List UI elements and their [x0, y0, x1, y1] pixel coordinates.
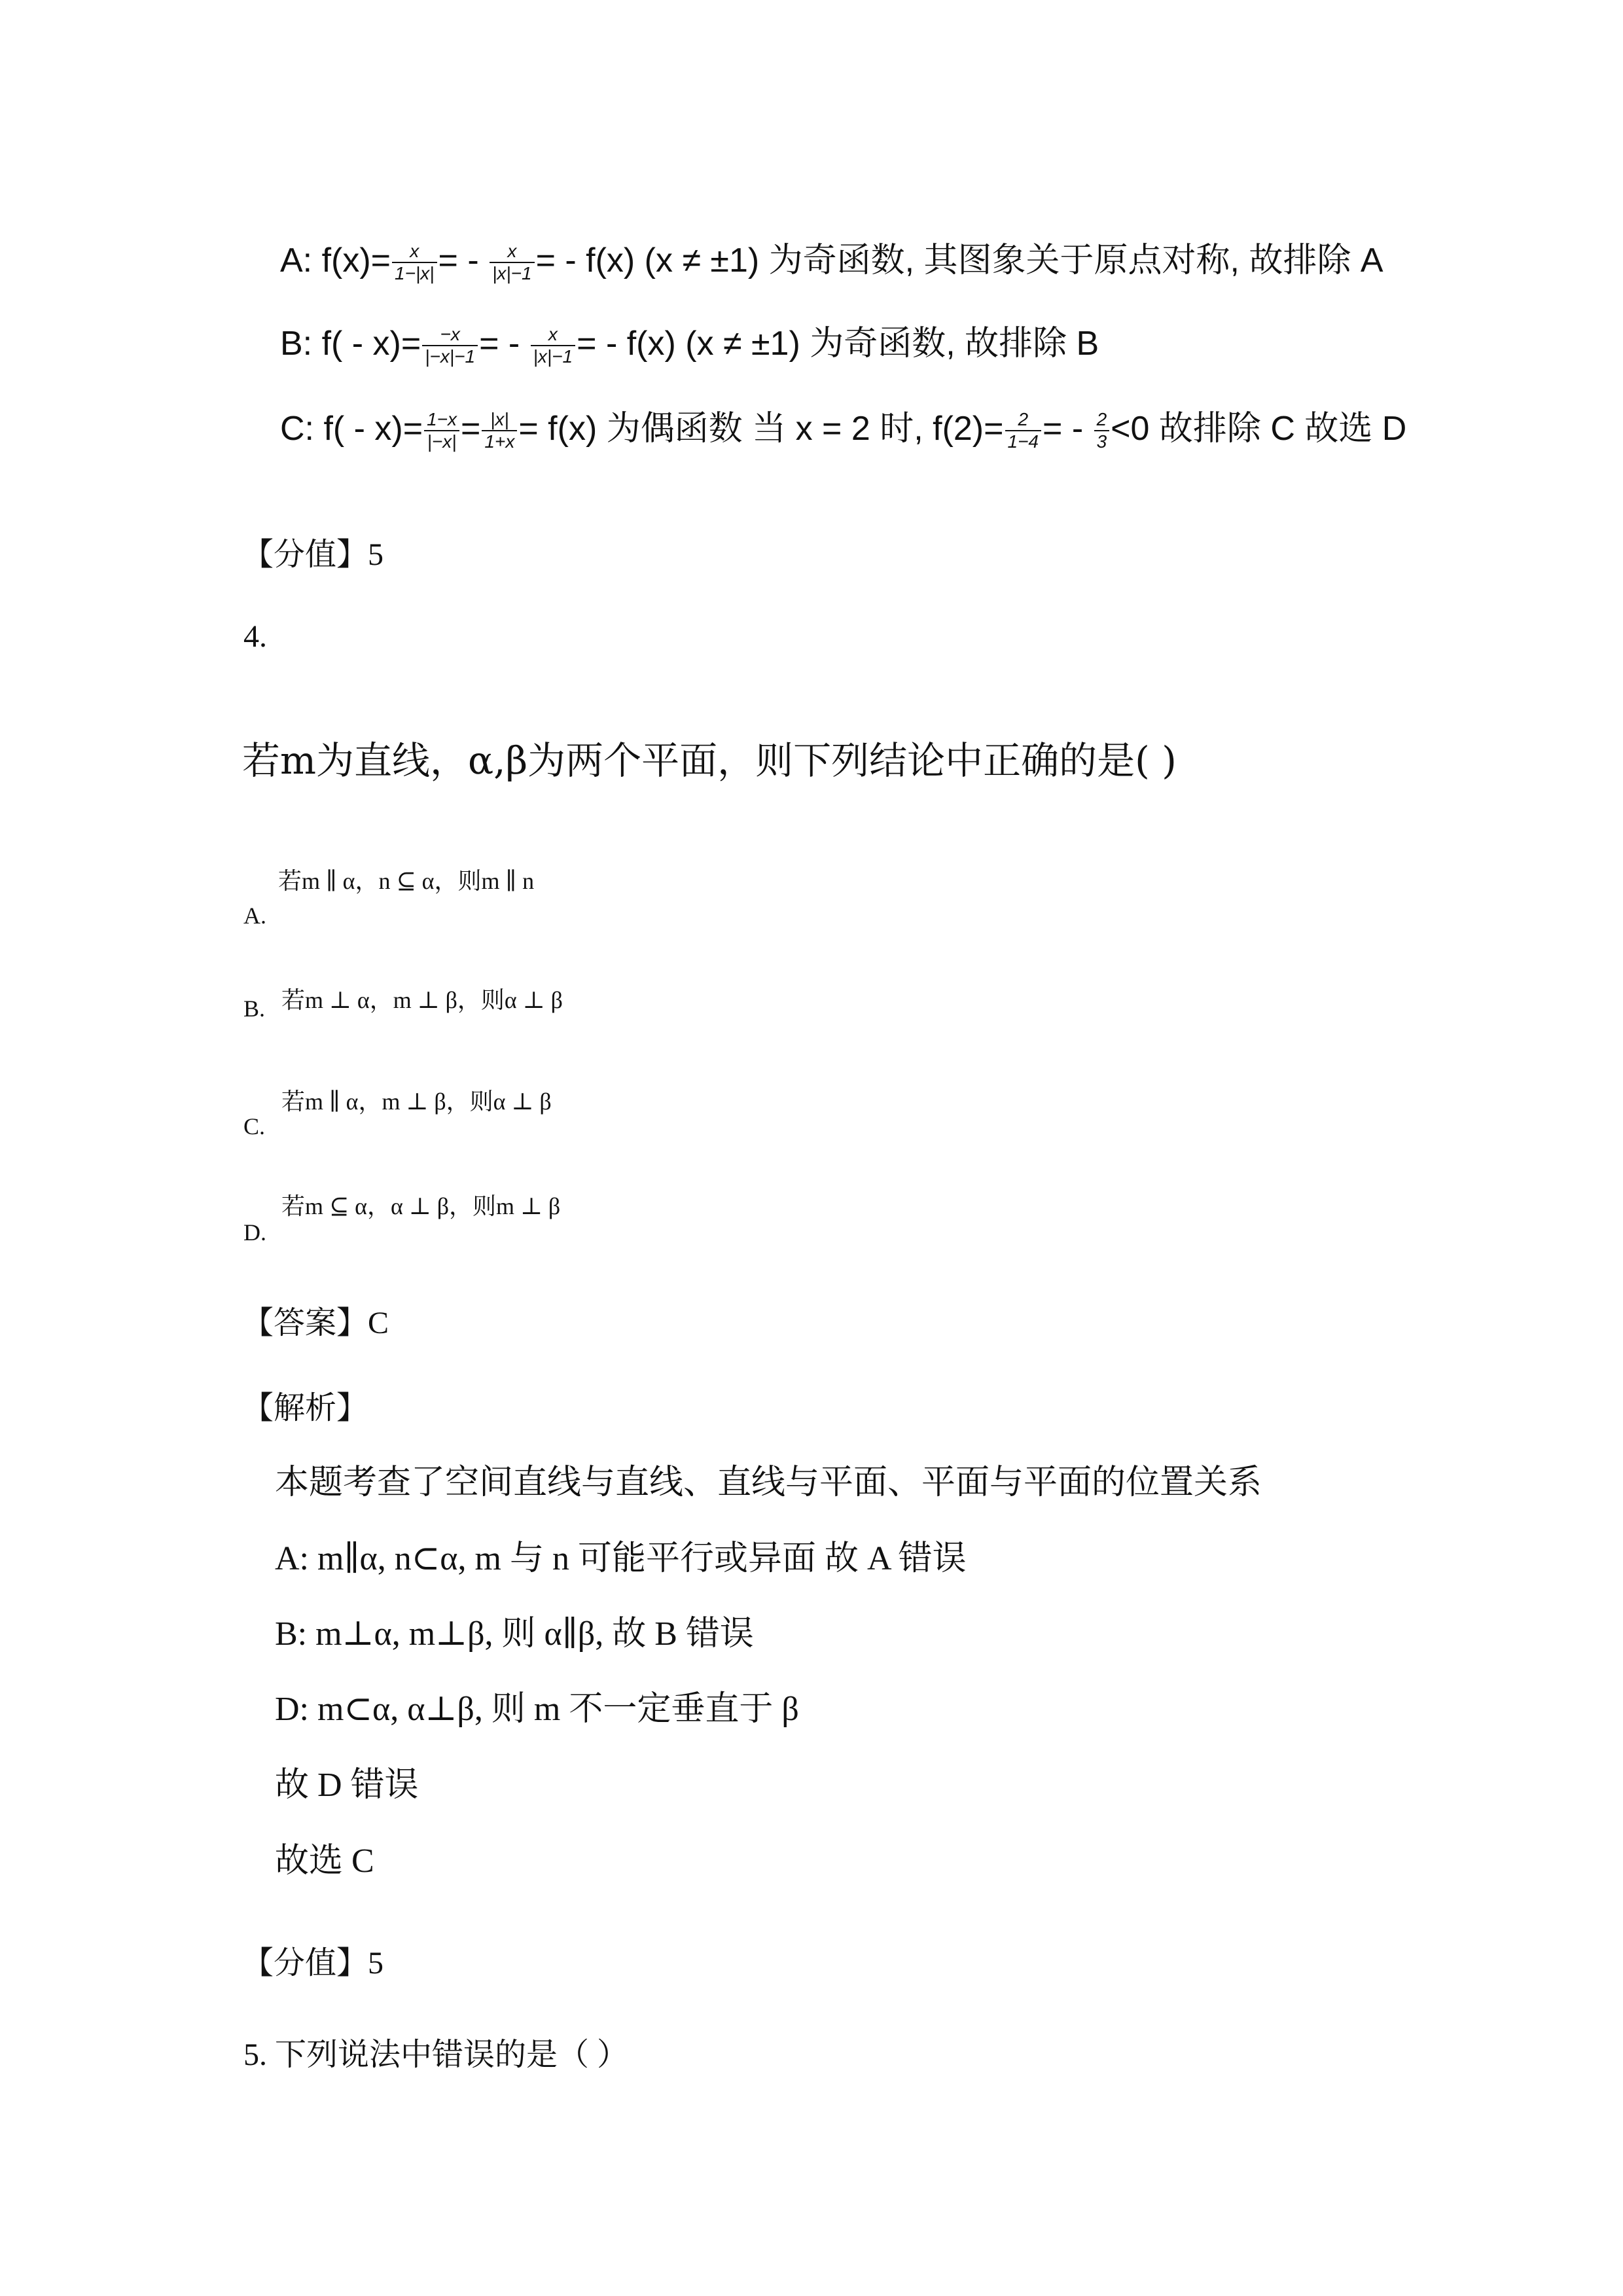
fraction: [424, 409, 459, 452]
fraction: [482, 409, 517, 452]
score-label: 【分值】5: [242, 1946, 384, 1981]
option-text-b: 若m ⊥ α，m ⊥ β，则α ⊥ β: [281, 987, 563, 1013]
fraction: [392, 241, 437, 284]
analysis-label: 【解析】: [242, 1391, 368, 1426]
fraction-numerator: 2: [1018, 409, 1029, 430]
line-b-operator: = -: [479, 325, 529, 363]
line-a-conclusion: = - f(x) (x ≠ ±1) 为奇函数, 其图象关于原点对称, 故排除 A: [535, 242, 1383, 279]
option-text-d: 若m ⊆ α，α ⊥ β，则m ⊥ β: [281, 1193, 561, 1219]
fraction-denominator: |x|−1: [531, 345, 575, 367]
option-letter-a: A.: [243, 903, 266, 929]
fraction-denominator: |−x|: [424, 430, 459, 452]
question-number: 4.: [243, 619, 267, 654]
fraction: [490, 241, 534, 284]
analysis-line: D: m⊂α, α⊥β, 则 m 不一定垂直于 β: [275, 1691, 799, 1728]
answer-label: 【答案】C: [242, 1306, 389, 1340]
fraction-denominator: |x|−1: [490, 262, 534, 284]
analysis-line: B: m⊥α, m⊥β, 则 α∥β, 故 B 错误: [275, 1615, 754, 1653]
fraction-denominator: 3: [1094, 430, 1110, 452]
line-a-operator: = -: [438, 242, 489, 279]
option-letter-b: B.: [243, 996, 266, 1022]
line-b-prefix: B: f( - x)=: [280, 325, 421, 363]
question-stem: 5. 下列说法中错误的是（ ）: [243, 2037, 629, 2072]
solution-line-a: [280, 232, 1383, 284]
fraction: [531, 324, 575, 367]
line-b-conclusion: = - f(x) (x ≠ ±1) 为奇函数, 故排除 B: [577, 325, 1099, 363]
score-label: 【分值】5: [242, 537, 384, 572]
line-c-operator: = -: [1043, 410, 1093, 448]
fraction-denominator: 1+x: [482, 430, 517, 452]
fraction: [1005, 409, 1042, 452]
fraction-numerator: 1−x: [427, 409, 457, 430]
analysis-line: 故选 C: [275, 1842, 374, 1880]
fraction-denominator: 1−4: [1005, 430, 1042, 452]
fraction-denominator: |−x|−1: [422, 345, 478, 367]
fraction-numerator: x: [548, 324, 558, 345]
fraction-denominator: 1−|x|: [392, 262, 437, 284]
line-c-prefix: C: f( - x)=: [280, 410, 423, 448]
analysis-line: 故 D 错误: [275, 1767, 419, 1804]
fraction: [422, 324, 478, 367]
analysis-line: A: m∥α, n⊂α, m 与 n 可能平行或异面 故 A 错误: [275, 1540, 967, 1577]
fraction-numerator: x: [410, 241, 419, 262]
option-text-a: 若m ∥ α，n ⊆ α，则m ∥ n: [278, 868, 535, 894]
fraction-numerator: 2: [1096, 409, 1107, 430]
option-text-c: 若m ∥ α，m ⊥ β，则α ⊥ β: [281, 1088, 552, 1115]
line-c-conclusion: <0 故排除 C 故选 D: [1111, 410, 1407, 448]
fraction: [1094, 409, 1110, 452]
solution-line-b: [280, 315, 1099, 367]
question-stem: 若m为直线，α,β为两个平面，则下列结论中正确的是( ): [242, 738, 1177, 783]
line-c-operator: =: [461, 410, 481, 448]
option-letter-c: C.: [243, 1113, 266, 1139]
solution-line-c: [280, 401, 1406, 452]
fraction-numerator: |x|: [490, 409, 509, 430]
fraction-numerator: x: [507, 241, 517, 262]
analysis-line: 本题考查了空间直线与直线、直线与平面、平面与平面的位置关系: [275, 1464, 1262, 1501]
line-a-prefix: A: f(x)=: [280, 242, 391, 279]
fraction-numerator: −x: [440, 324, 460, 345]
option-letter-d: D.: [243, 1219, 266, 1246]
line-c-middle: = f(x) 为偶函数 当 x = 2 时, f(2)=: [518, 410, 1004, 448]
